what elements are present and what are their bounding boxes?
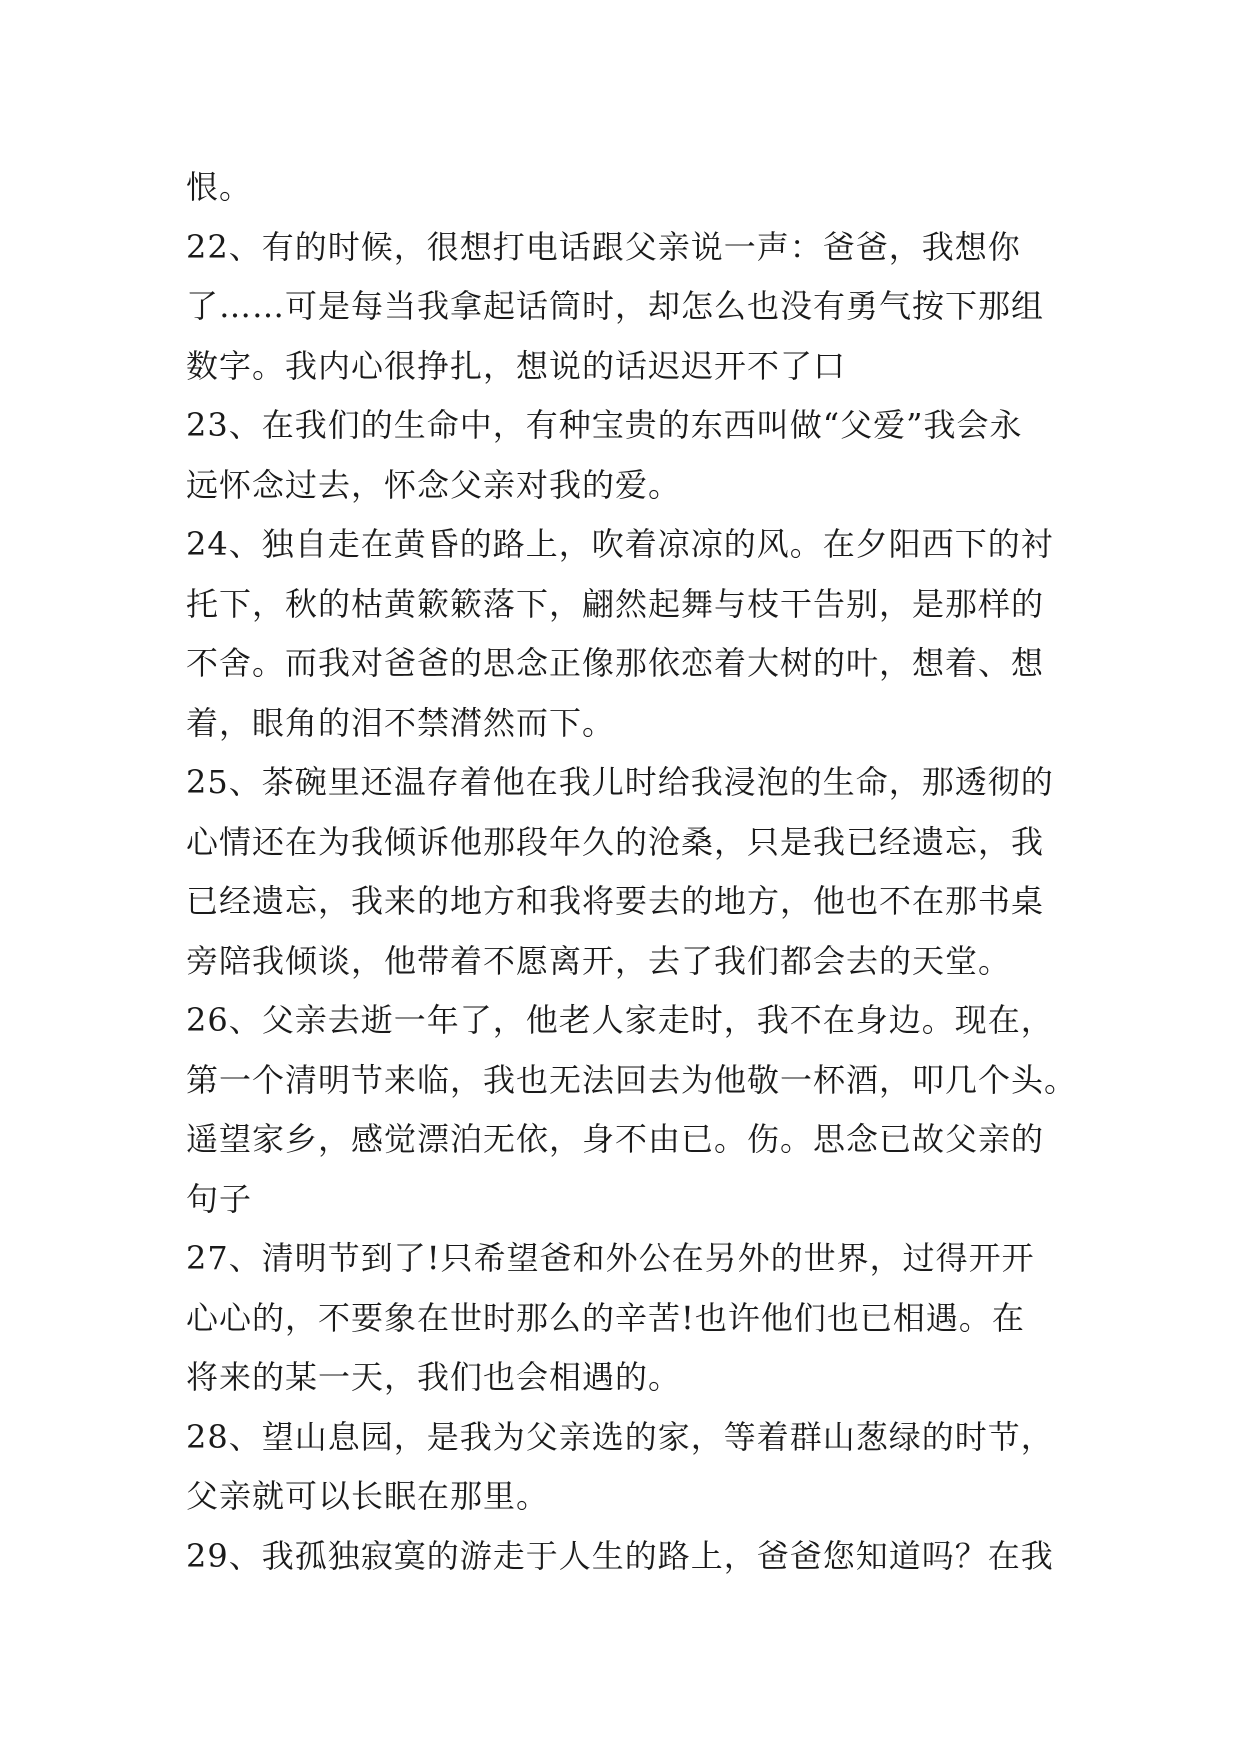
text-line: 不舍。而我对爸爸的思念正像那依恋着大树的叶，想着、想 bbox=[186, 644, 1045, 682]
text-line: 着，眼角的泪不禁潸然而下。 bbox=[186, 703, 616, 742]
text-line: 28、望山息园，是我为父亲选的家，等着群山葱绿的时节， bbox=[186, 1417, 1054, 1456]
text-line: 22、有的时候，很想打电话跟父亲说一声：爸爸，我想你 bbox=[186, 227, 1021, 266]
text-line: 26、父亲去逝一年了，他老人家走时，我不在身边。现在， bbox=[186, 1001, 1054, 1039]
text-line: 数字。我内心很挣扎，想说的话迟迟开不了口 bbox=[186, 346, 847, 385]
text-line: 第一个清明节来临，我也无法回去为他敬一杯酒，叩几个头。 bbox=[186, 1060, 1078, 1099]
text-line: 句子 bbox=[186, 1179, 253, 1218]
text-line: 心心的，不要象在世时那么的辛苦!也许他们也已相遇。在 bbox=[186, 1298, 1025, 1337]
text-line: 24、独自走在黄昏的路上，吹着凉凉的风。在夕阳西下的衬 bbox=[186, 525, 1054, 563]
text-line: 已经遗忘，我来的地方和我将要去的地方，他也不在那书桌 bbox=[186, 882, 1045, 920]
text-line: 27、清明节到了!只希望爸和外公在另外的世界，过得开开 bbox=[186, 1239, 1035, 1277]
text-line: 遥望家乡，感觉漂泊无依，身不由已。伤。思念已故父亲的 bbox=[186, 1120, 1045, 1158]
text-line: 恨。 bbox=[186, 168, 253, 206]
text-line: 25、茶碗里还温存着他在我儿时给我浸泡的生命，那透彻的 bbox=[186, 763, 1054, 801]
text-line: 将来的某一天，我们也会相遇的。 bbox=[186, 1358, 682, 1396]
text-line: 了……可是每当我拿起话筒时，却怎么也没有勇气按下那组 bbox=[186, 287, 1045, 325]
text-line: 远怀念过去，怀念父亲对我的爱。 bbox=[186, 465, 682, 504]
text-line: 托下，秋的枯黄簌簌落下，翩然起舞与枝干告别，是那样的 bbox=[186, 584, 1045, 623]
text-line: 父亲就可以长眠在那里。 bbox=[186, 1477, 550, 1515]
text-line: 29、我孤独寂寞的游走于人生的路上，爸爸您知道吗？在我 bbox=[186, 1536, 1054, 1575]
text-line: 23、在我们的生命中，有种宝贵的东西叫做“父爱”我会永 bbox=[186, 406, 1023, 444]
text-line: 心情还在为我倾诉他那段年久的沧桑，只是我已经遗忘，我 bbox=[186, 822, 1045, 861]
text-line: 旁陪我倾谈，他带着不愿离开，去了我们都会去的天堂。 bbox=[186, 941, 1012, 980]
body-text bbox=[186, 158, 1078, 1586]
